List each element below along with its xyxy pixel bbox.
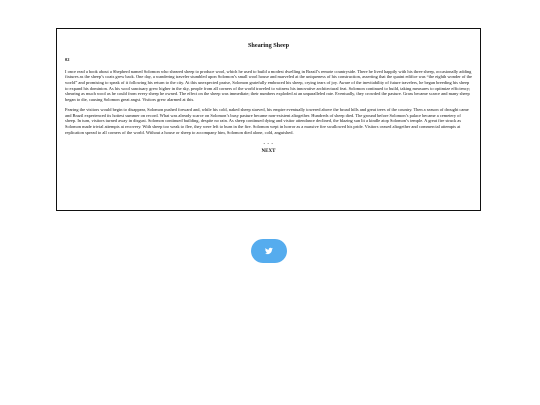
section-separator: - - - (263, 142, 274, 148)
story-card (56, 28, 481, 211)
story-paragraph-1: I once read a book about a Shepherd named Solomon who sheared sheep to produce wool, which he used to build a modest dwelling in Brazil’s remote countryside. There he lived happily with his three sheep, occasionally adding fixtures as the sheep’s coats grew back. One day, a wandering traveler stumbled upon Solomon’s small wool house and marveled at the uniqueness of his construction, asserting that the quaint edifice was “the eighth wonder of the world” and promising to speak of it following his return to the city. At this unexpected praise, Solomon gratefully embraced his sheep, crying tears of joy. Aware of the inevitability of future travelers, he began breeding his sheep to expand his dominion. As his wool sanctuary grew higher in the sky, people from all corners of the world traveled to witness his innovative architectural feat. Solomon continued to build, taking measures to optimize efficiency; shearing as much wool as he could from every sheep he owned. The effect on the sheep was immediate; their numbers exploded at an unparalleled rate. Eventually, they crowded the pasture. Grass became scarce and many sheep began to die, causing Solomon great angst. Visitors grew alarmed at this. (65, 68, 472, 103)
twitter-share-button[interactable] (251, 239, 287, 263)
next-link[interactable]: NEXT (261, 149, 276, 155)
story-number: 02 (65, 57, 70, 63)
story-title: Shearing Sheep (247, 42, 290, 49)
story-paragraph-2: Fearing the visitors would begin to disappear, Solomon pushed forward and, while his cold, naked sheep starved, his empire eventually towered above the broad hills and great trees of the country. Then a season of drought came and Brazil experienced its hottest summer on record. What was already scarce on Solomon’s busy pasture became non-existent altogether. Hundreds of sheep died. The ground before Solomon’s palace became a cemetery of sheep. In turn, visitors turned away in disgust. Solomon continued building, despite no rain. As sheep continued dying and visitor attendance declined, the blazing sun lit a kindle atop Solomon’s temple. A great fire struck as Solomon made trivial attempts at recovery. With sheep too weak to flee, they were left to burn in the fire. Solomon wept in horror as a massive fire swallowed his pride. Visitors ceased altogether and commercial attempts at replication spread to all corners of the world. Without a house or sheep to accompany him, Solomon died alone, cold, anguished. (65, 106, 469, 135)
twitter-icon (265, 247, 273, 255)
